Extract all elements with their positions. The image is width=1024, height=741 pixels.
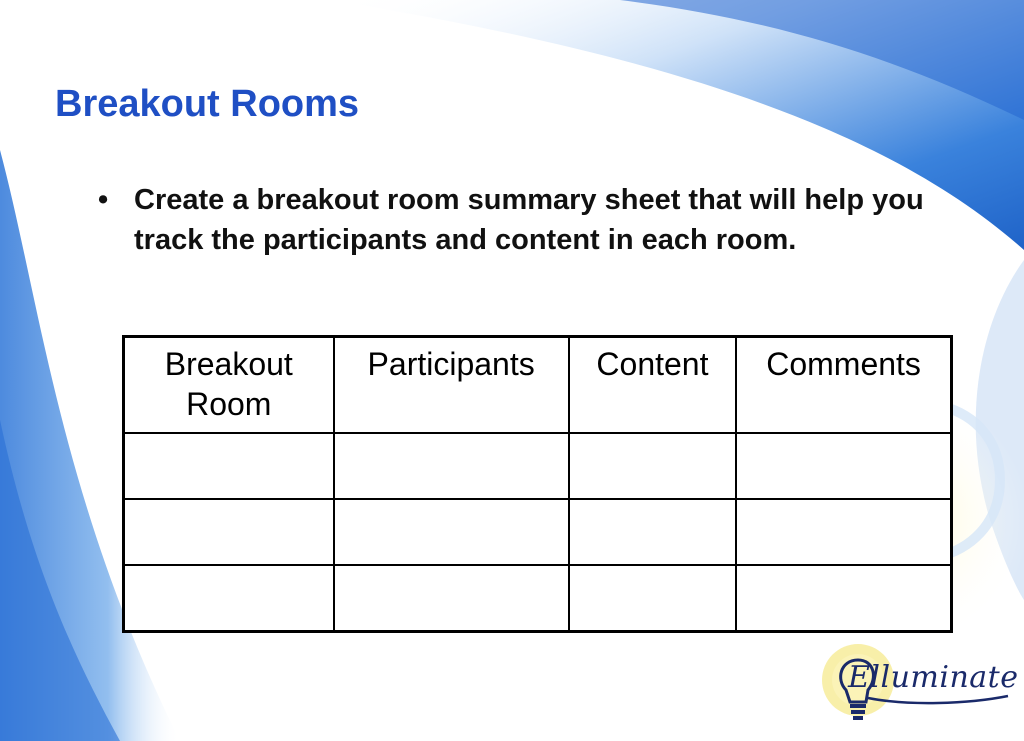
table-cell <box>334 433 569 499</box>
table-header-row <box>124 337 952 434</box>
bullet-symbol: • <box>98 184 109 216</box>
elluminate-logo <box>818 640 1018 730</box>
logo-text: Elluminate <box>848 660 1019 695</box>
header-comments: Comments <box>736 337 951 434</box>
table-row <box>124 565 952 631</box>
table-cell <box>124 565 334 631</box>
table-row <box>124 499 952 565</box>
table-cell <box>334 565 569 631</box>
bullet-list <box>98 180 958 260</box>
slide-title: Breakout Rooms <box>55 83 360 125</box>
table-cell <box>334 499 569 565</box>
bullet-text: Create a breakout room summary sheet that will help you track the participants and content in each room. <box>134 184 924 256</box>
table-cell <box>569 499 736 565</box>
table-cell <box>736 565 951 631</box>
table-cell <box>569 565 736 631</box>
header-breakout-room: Breakout Room <box>124 337 334 434</box>
table-cell <box>736 433 951 499</box>
breakout-summary-table <box>122 335 953 633</box>
header-participants: Participants <box>334 337 569 434</box>
bullet-item <box>98 180 958 260</box>
table-cell <box>569 433 736 499</box>
table-cell <box>124 499 334 565</box>
table-row <box>124 433 952 499</box>
table-cell <box>736 499 951 565</box>
header-content: Content <box>569 337 736 434</box>
table-cell <box>124 433 334 499</box>
